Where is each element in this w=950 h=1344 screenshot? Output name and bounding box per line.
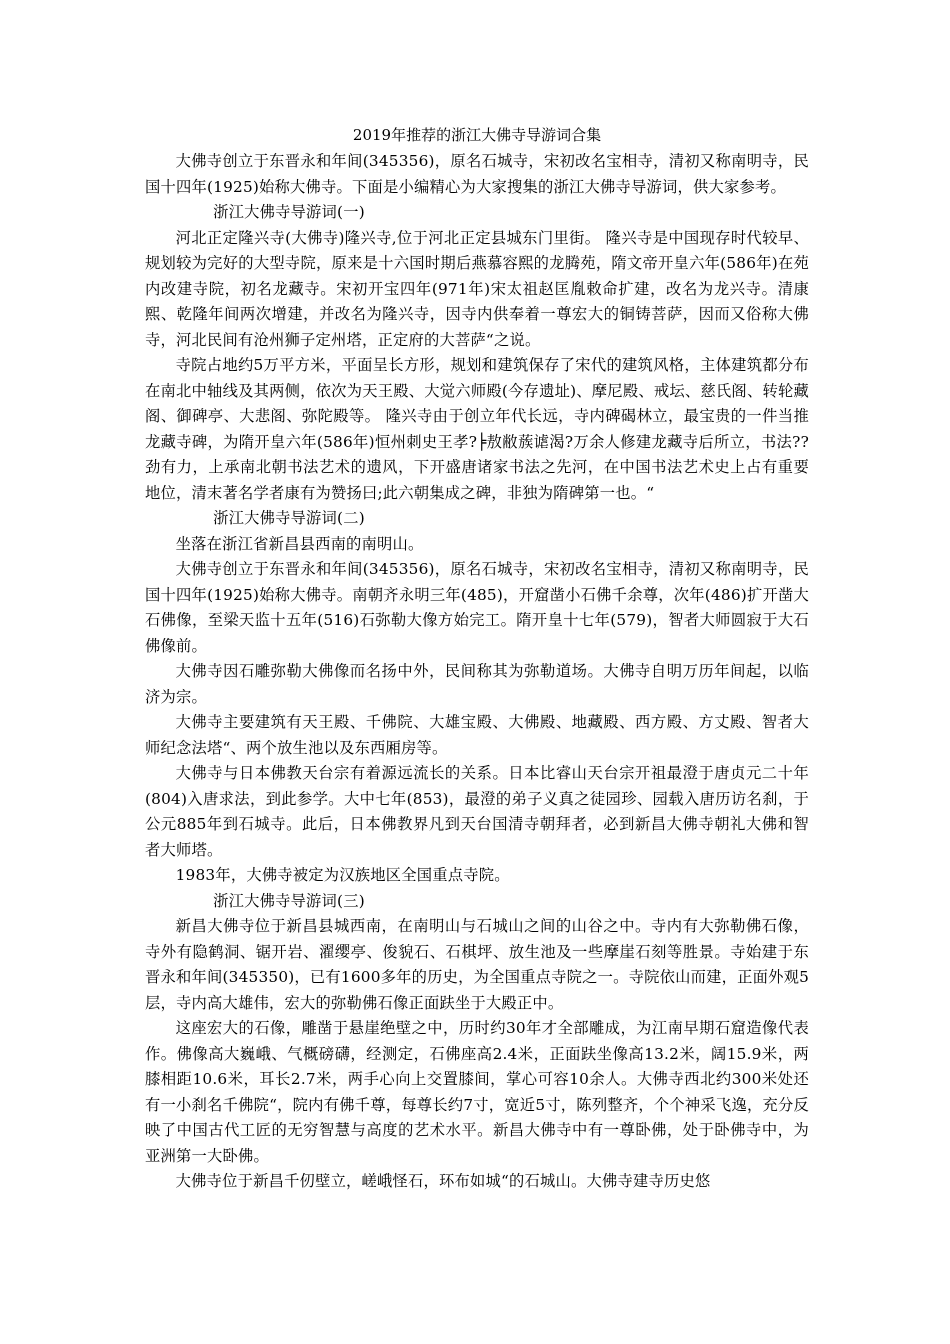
section-heading-3: 浙江大佛寺导游词(三)	[213, 891, 365, 910]
body-paragraph: 寺院占地约5万平方米，平面呈长方形，规划和建筑保存了宋代的建筑风格，主体建筑都分布在南北中轴线及其两侧，依次为天王殿、大觉六师殿(今存遗址)、摩尼殿、戒坛、慈氏阁、转轮藏阁、御碑亭、大悲阁、弥陀殿等。 隆兴寺由于创立年代长远，寺内碑碣林立，最宝贵的一件当推龙藏寺碑，为隋开皇六年(586年)恒州刺史王孝?╞敖敝蔟谑渴?万余人修建龙藏寺后所立，书法??劲有力，上承南北朝书法艺术的遗风，下开盛唐诸家书法之先河，在中国书法艺术史上占有重要地位，清末著名学者康有为赞扬曰;此六朝集成之碑，非独为隋碑第一也。“	[145, 356, 809, 502]
section-heading-1: 浙江大佛寺导游词(一)	[213, 203, 365, 221]
body-paragraph: 新昌大佛寺位于新昌县城西南，在南明山与石城山之间的山谷之中。寺内有大弥勒佛石像，寺外有隐鹤洞、锯开岩、濯缨亭、俊貌石、石棋坪、放生池及一些摩崖石刻等胜景。寺始建于东晋永和年间(345350)，已有1600多年的历史，为全国重点寺院之一。寺院依山而建，正面外观5层，寺内高大雄伟，宏大的弥勒佛石像正面趺坐于大殿正中。	[145, 917, 809, 1012]
body-paragraph: 1983年，大佛寺被定为汉族地区全国重点寺院。	[175, 866, 510, 884]
document-title: 2019年推荐的浙江大佛寺导游词合集	[352, 126, 602, 144]
document-page	[145, 122, 809, 1195]
body-paragraph: 河北正定隆兴寺(大佛寺)隆兴寺,位于河北正定县城东门里街。 隆兴寺是中国现存时代较早、规划较为完好的大型寺院，原来是十六国时期后燕慕容熙的龙腾苑，隋文帝开皇六年(586年)在苑内改建寺院，初名龙藏寺。宋初开宝四年(971年)宋太祖赵匡胤敕命扩建，改名为龙兴寺。清康熙、乾隆年间两次增建，并改名为隆兴寺，因寺内供奉着一尊宏大的铜铸菩萨，因而又俗称大佛寺，河北民间有沧州狮子定州塔，正定府的大菩萨“之说。	[145, 228, 809, 349]
body-paragraph: 坐落在浙江省新昌县西南的南明山。	[175, 534, 424, 553]
intro-paragraph: 大佛寺创立于东晋永和年间(345356)，原名石城寺，宋初改名宝相寺，清初又称南明寺，民国十四年(1925)始称大佛寺。下面是小编精心为大家搜集的浙江大佛寺导游词，供大家参考。	[145, 152, 809, 196]
section-heading-2: 浙江大佛寺导游词(二)	[213, 509, 365, 527]
body-paragraph: 这座宏大的石像，雕凿于悬崖绝壁之中，历时约30年才全部雕成，为江南早期石窟造像代表作。佛像高大巍峨、气概磅礴，经测定，石佛座高2.4米，正面趺坐像高13.2米，阔15.9米，两膝相距10.6米，耳长2.7米，两手心向上交置膝间，掌心可容10余人。大佛寺西北约300米处还有一小刹名千佛院“，院内有佛千尊，每尊长约7寸，宽近5寸，陈列整齐，个个神采飞逸，充分反映了中国古代工匠的无穷智慧与高度的艺术水平。新昌大佛寺中有一尊卧佛，处于卧佛寺中，为亚洲第一大卧佛。	[145, 1019, 809, 1165]
body-paragraph: 大佛寺创立于东晋永和年间(345356)，原名石城寺，宋初改名宝相寺，清初又称南明寺，民国十四年(1925)始称大佛寺。南朝齐永明三年(485)，开窟凿小石佛千余尊，次年(486)扩开凿大石佛像，至梁天监十五年(516)石弥勒大像方始完工。隋开皇十七年(579)，智者大师圆寂于大石佛像前。	[145, 560, 809, 655]
body-paragraph: 大佛寺与日本佛教天台宗有着源远流长的关系。日本比睿山天台宗开祖最澄于唐贞元二十年(804)入唐求法，到此参学。大中七年(853)，最澄的弟子义真之徒园珍、园载入唐历访名刹，于公元885年到石城寺。此后，日本佛教界凡到天台国清寺朝拜者，必到新昌大佛寺朝礼大佛和智者大师塔。	[145, 764, 809, 859]
body-paragraph: 大佛寺因石雕弥勒大佛像而名扬中外，民间称其为弥勒道场。大佛寺自明万历年间起，以临济为宗。	[145, 662, 809, 706]
body-paragraph: 大佛寺主要建筑有天王殿、千佛院、大雄宝殿、大佛殿、地藏殿、西方殿、方丈殿、智者大师纪念法塔“、两个放生池以及东西厢房等。	[145, 713, 809, 757]
body-paragraph: 大佛寺位于新昌千仞壁立，嵯峨怪石，环布如城“的石城山。大佛寺建寺历史悠	[175, 1172, 711, 1190]
